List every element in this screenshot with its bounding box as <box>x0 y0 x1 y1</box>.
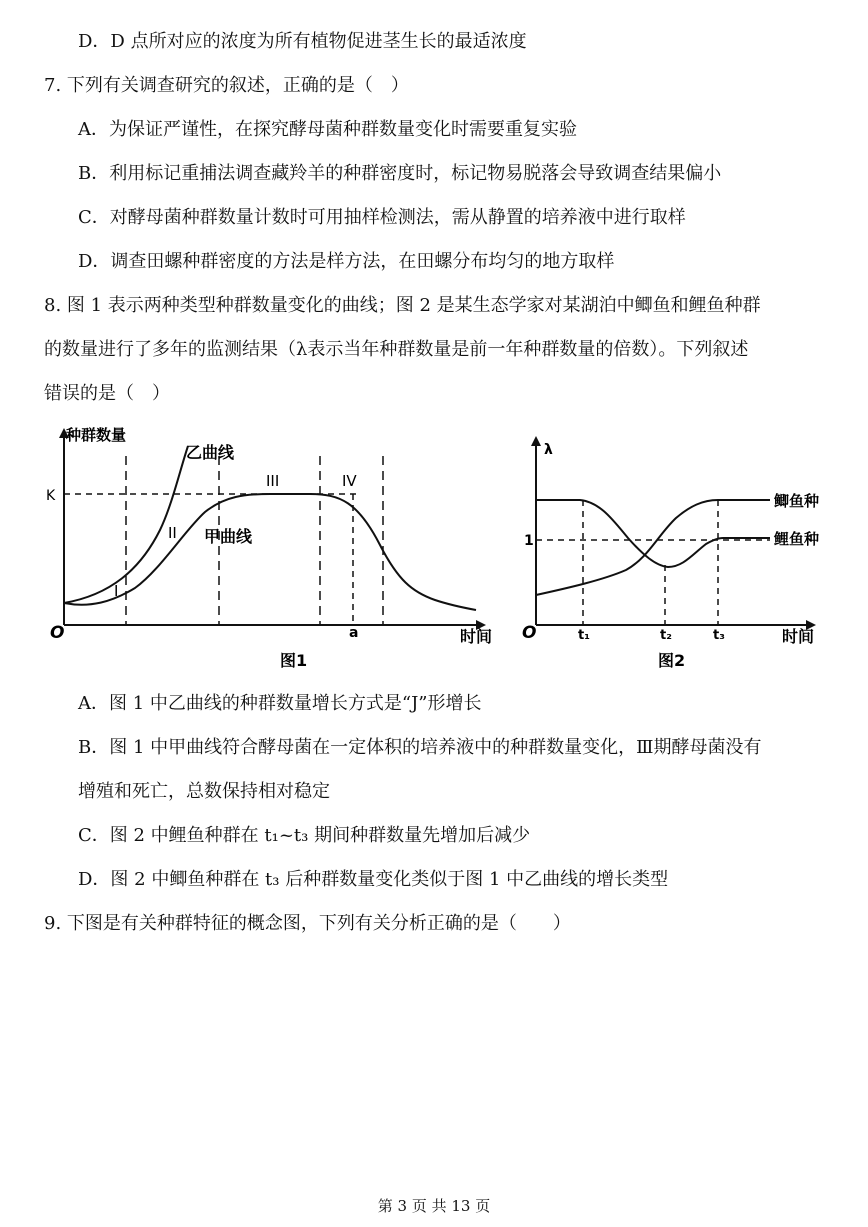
q7-option-d: D．调查田螺种群密度的方法是样方法，在田螺分布均匀的地方取样 <box>78 251 615 272</box>
fig1-mark-a: a <box>349 625 359 641</box>
q8-option-d: D．图 2 中鲫鱼种群在 t₃ 后种群数量变化类似于图 1 中乙曲线的增长类型 <box>78 869 669 890</box>
figure-2 <box>518 420 830 675</box>
fig1-k-label: K <box>46 488 56 504</box>
q8-option-c: C．图 2 中鲤鱼种群在 t₁~t₃ 期间种群数量先增加后减少 <box>78 825 531 846</box>
fig2-t1-label: t₁ <box>578 628 590 643</box>
fig2-curve-crucian-dip <box>536 500 770 567</box>
fig1-xlabel: 时间 <box>460 627 493 646</box>
fig2-caption: 图2 <box>658 651 686 670</box>
fig1-label-jia: 甲曲线 <box>204 527 253 546</box>
q8-stem-line-1: 8. 图 1 表示两种类型种群数量变化的曲线；图 2 是某生态学家对某湖泊中鲫鱼和鲤鱼种群 <box>44 295 761 316</box>
q7-option-c: C．对酵母菌种群数量计数时可用抽样检测法，需从静置的培养液中进行取样 <box>78 207 686 228</box>
fig1-phase-iv: IV <box>342 472 357 490</box>
fig1-phase-iii: III <box>266 472 280 490</box>
fig2-t2-label: t₂ <box>660 628 672 643</box>
fig2-t3-label: t₃ <box>713 628 725 643</box>
fig1-label-yi: 乙曲线 <box>186 443 235 462</box>
q8-stem-line-2: 的数量进行了多年的监测结果（λ表示当年种群数量是前一年种群数量的倍数）。下列叙述 <box>44 339 749 360</box>
q6-option-d: D．D 点所对应的浓度为所有植物促进茎生长的最适浓度 <box>78 31 527 52</box>
fig2-ylabel: λ <box>544 442 553 458</box>
q8-option-b: B．图 1 中甲曲线符合酵母菌在一定体积的培养液中的种群数量变化，Ⅲ期酵母菌没有 <box>78 737 762 758</box>
fig2-curve-carp-rise <box>536 500 770 595</box>
fig2-one-label: 1 <box>524 533 534 549</box>
fig1-origin: O <box>50 623 65 643</box>
figure-1 <box>40 420 510 675</box>
q7-stem: 7. 下列有关调查研究的叙述，正确的是（ ） <box>44 75 409 96</box>
q7-option-a: A．为保证严谨性，在探究酵母菌种群数量变化时需要重复实验 <box>78 119 577 140</box>
fig2-series-carp: 鲤鱼种 <box>774 530 820 548</box>
q9-stem: 9. 下图是有关种群特征的概念图，下列有关分析正确的是（ ） <box>44 913 571 934</box>
page-footer: 第 3 页 共 13 页 <box>377 1197 491 1215</box>
fig1-caption: 图1 <box>280 651 308 670</box>
q8-stem-line-3: 错误的是（ ） <box>44 383 170 404</box>
fig2-y-arrow <box>531 436 541 446</box>
q8-option-a: A．图 1 中乙曲线的种群数量增长方式是“J”形增长 <box>78 693 482 714</box>
fig2-origin: O <box>522 623 537 643</box>
q8-option-b-cont: 增殖和死亡，总数保持相对稳定 <box>78 781 330 802</box>
fig1-ylabel: 种群数量 <box>66 426 127 444</box>
fig2-series-crucian: 鲫鱼种 <box>774 492 820 510</box>
fig2-xlabel: 时间 <box>782 627 815 646</box>
fig1-phase-i: I <box>114 582 119 600</box>
q7-option-b: B．利用标记重捕法调查藏羚羊的种群密度时，标记物易脱落会导致调查结果偏小 <box>78 163 722 184</box>
fig1-phase-ii: II <box>168 524 177 542</box>
